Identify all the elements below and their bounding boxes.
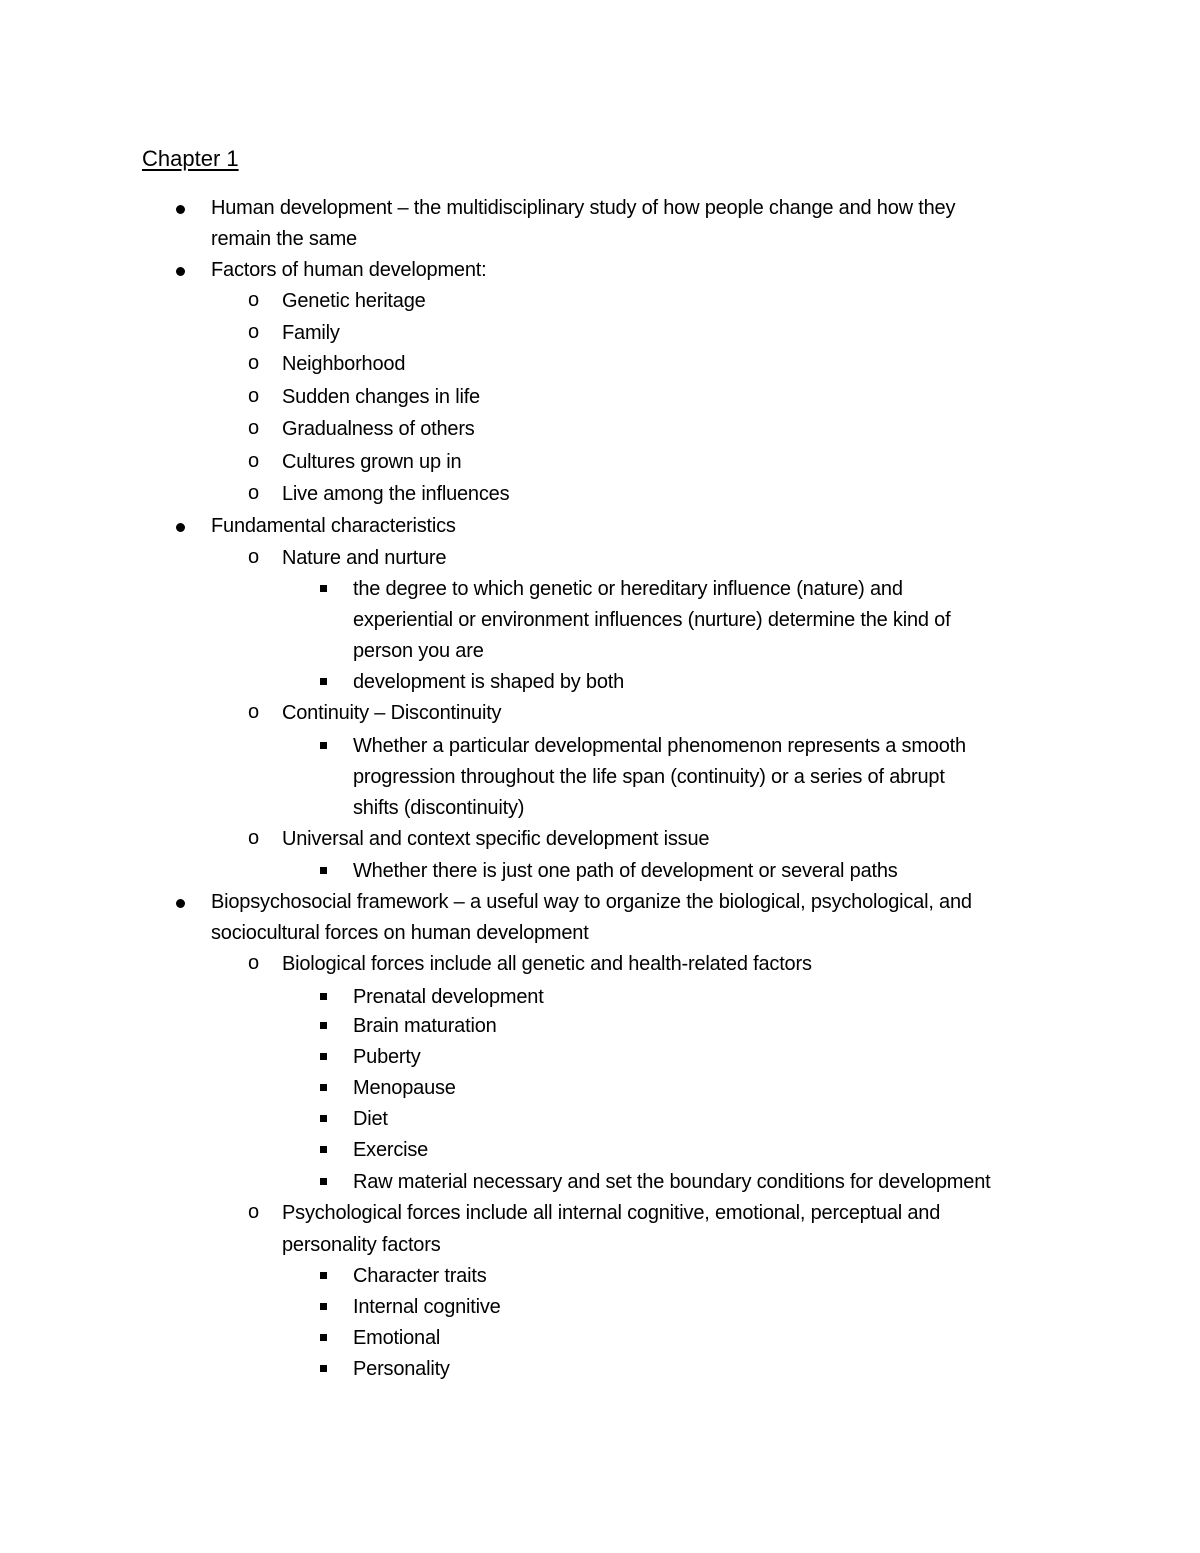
bullet-square-icon: [320, 1115, 327, 1122]
outline-line-level-3: Diet: [353, 1108, 388, 1130]
outline-line-level-1: Biopsychosocial framework – a useful way to organize the biological, psychological, and: [211, 891, 972, 913]
bullet-square-icon: [320, 1146, 327, 1153]
outline-line-level-3: progression throughout the life span (continuity) or a series of abrupt: [353, 766, 945, 788]
bullet-circle-icon: o: [248, 701, 260, 723]
outline-line-level-2: Sudden changes in life: [282, 386, 480, 408]
outline-line-level-2: Cultures grown up in: [282, 451, 462, 473]
bullet-circle-icon: o: [248, 417, 260, 439]
bullet-square-icon: [320, 585, 327, 592]
bullet-square-icon: [320, 867, 327, 874]
outline-line-level-3: Whether a particular developmental phenomenon represents a smooth: [353, 735, 966, 757]
outline-line-level-2: Live among the influences: [282, 483, 510, 505]
outline-line-level-3: the degree to which genetic or hereditary influence (nature) and: [353, 578, 903, 600]
bullet-square-icon: [320, 1334, 327, 1341]
outline-line-level-2: Biological forces include all genetic and health-related factors: [282, 953, 812, 975]
outline-line-level-2: Nature and nurture: [282, 547, 447, 569]
outline-line-level-2: Gradualness of others: [282, 418, 475, 440]
bullet-square-icon: [320, 1084, 327, 1091]
outline-line-level-3: Character traits: [353, 1265, 487, 1287]
outline-line-level-2: Neighborhood: [282, 353, 406, 375]
page-title: Chapter 1: [142, 146, 239, 171]
outline-line-level-3: development is shaped by both: [353, 671, 625, 693]
outline-line-level-2: personality factors: [282, 1234, 441, 1256]
outline-line-level-3: Raw material necessary and set the boundary conditions for development: [353, 1171, 991, 1193]
bullet-square-icon: [320, 1053, 327, 1060]
bullet-circle-icon: o: [248, 385, 260, 407]
outline-line-level-3: person you are: [353, 640, 484, 662]
outline-line-level-3: shifts (discontinuity): [353, 797, 525, 819]
outline-line-level-1: Human development – the multidisciplinary study of how people change and how they: [211, 197, 956, 219]
outline-line-level-3: Exercise: [353, 1139, 429, 1161]
outline-line-level-3: Prenatal development: [353, 986, 544, 1008]
bullet-circle-icon: o: [248, 827, 260, 849]
bullet-square-icon: [320, 1022, 327, 1029]
outline-line-level-1: Fundamental characteristics: [211, 515, 456, 537]
outline-line-level-3: Emotional: [353, 1327, 441, 1349]
bullet-dot-icon: [176, 523, 185, 532]
bullet-dot-icon: [176, 205, 185, 214]
outline-line-level-1: Factors of human development:: [211, 259, 487, 281]
outline-line-level-2: Continuity – Discontinuity: [282, 702, 502, 724]
bullet-square-icon: [320, 678, 327, 685]
outline-line-level-3: Puberty: [353, 1046, 421, 1068]
outline-line-level-2: Family: [282, 322, 340, 344]
outline-line-level-1: remain the same: [211, 228, 357, 250]
outline-line-level-2: Genetic heritage: [282, 290, 426, 312]
outline-line-level-3: Brain maturation: [353, 1015, 497, 1037]
outline-line-level-3: Menopause: [353, 1077, 456, 1099]
bullet-circle-icon: o: [248, 1201, 260, 1223]
bullet-circle-icon: o: [248, 289, 260, 311]
bullet-circle-icon: o: [248, 546, 260, 568]
bullet-circle-icon: o: [248, 321, 260, 343]
bullet-square-icon: [320, 993, 327, 1000]
bullet-dot-icon: [176, 899, 185, 908]
bullet-square-icon: [320, 1303, 327, 1310]
outline-line-level-3: Personality: [353, 1358, 450, 1380]
bullet-square-icon: [320, 742, 327, 749]
bullet-circle-icon: o: [248, 450, 260, 472]
outline-line-level-3: experiential or environment influences (nurture) determine the kind of: [353, 609, 951, 631]
outline-line-level-2: Psychological forces include all internal cognitive, emotional, perceptual and: [282, 1202, 941, 1224]
bullet-circle-icon: o: [248, 952, 260, 974]
bullet-circle-icon: o: [248, 482, 260, 504]
outline-line-level-1: sociocultural forces on human development: [211, 922, 589, 944]
bullet-square-icon: [320, 1365, 327, 1372]
outline-line-level-3: Internal cognitive: [353, 1296, 501, 1318]
outline-line-level-2: Universal and context specific development issue: [282, 828, 710, 850]
bullet-circle-icon: o: [248, 352, 260, 374]
bullet-square-icon: [320, 1178, 327, 1185]
bullet-square-icon: [320, 1272, 327, 1279]
outline-line-level-3: Whether there is just one path of development or several paths: [353, 860, 898, 882]
bullet-dot-icon: [176, 267, 185, 276]
